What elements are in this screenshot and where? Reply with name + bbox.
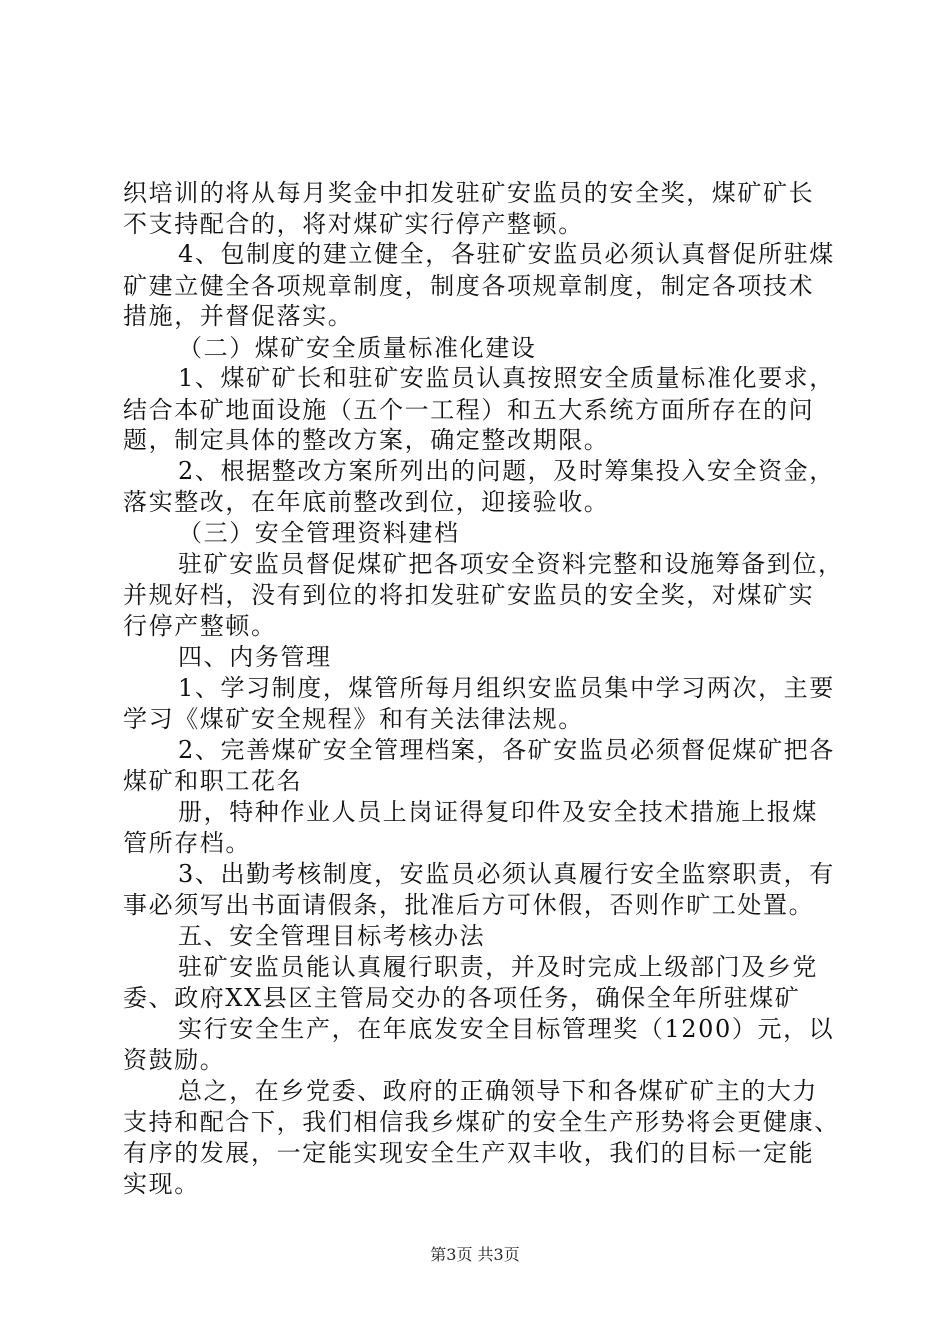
text-line: 3、出勤考核制度，安监员必须认真履行安全监察职责，有 bbox=[178, 860, 835, 888]
text-line: 册，特种作业人员上岗证得复印件及安全技术措施上报煤 bbox=[178, 798, 818, 826]
text-line: 措施，并督促落实。 bbox=[123, 302, 354, 330]
text-line: 资鼓励。 bbox=[123, 1046, 226, 1074]
text-line: 织培训的将从每月奖金中扣发驻矿安监员的安全奖，煤矿矿长 bbox=[123, 179, 815, 207]
text-line: 2、根据整改方案所列出的问题，及时筹集投入安全资金， bbox=[178, 457, 835, 485]
text-line: 驻矿安监员督促煤矿把各项安全资料完整和设施筹备到位， bbox=[178, 550, 844, 578]
section-heading: （三）安全管理资料建档 bbox=[178, 519, 460, 547]
section-heading: （二）煤矿安全质量标准化建设 bbox=[178, 334, 537, 362]
text-line: 2、完善煤矿安全管理档案，各矿安监员必须督促煤矿把各 bbox=[178, 736, 835, 764]
text-line: 有序的发展，一定能实现安全生产双丰收，我们的目标一定能 bbox=[123, 1139, 815, 1167]
text-line: 4、包制度的建立健全，各驻矿安监员必须认真督促所驻煤 bbox=[178, 240, 835, 268]
text-line: 驻矿安监员能认真履行职责，并及时完成上级部门及乡党 bbox=[178, 953, 818, 981]
text-line: 实行安全生产，在年底发安全目标管理奖（1200）元，以 bbox=[178, 1015, 835, 1043]
text-line: 并规好档，没有到位的将扣发驻矿安监员的安全奖，对煤矿实 bbox=[123, 581, 815, 609]
text-line: 不支持配合的，将对煤矿实行停产整顿。 bbox=[123, 210, 584, 238]
text-line: 总之，在乡党委、政府的正确领导下和各煤矿矿主的大力 bbox=[178, 1077, 818, 1105]
text-line: 1、煤矿矿长和驻矿安监员认真按照安全质量标准化要求， bbox=[178, 364, 835, 392]
text-line: 1、学习制度，煤管所每月组织安监员集中学习两次，主要 bbox=[178, 674, 835, 702]
text-line: 委、政府XX县区主管局交办的各项任务，确保全年所驻煤矿 bbox=[123, 984, 801, 1012]
text-line: 题，制定具体的整改方案，确定整改期限。 bbox=[123, 426, 610, 454]
text-line: 矿建立健全各项规章制度，制度各项规章制度，制定各项技术 bbox=[123, 272, 815, 300]
text-line: 煤矿和职工花名 bbox=[123, 767, 303, 795]
text-line: 行停产整顿。 bbox=[123, 612, 277, 640]
section-heading: 五、安全管理目标考核办法 bbox=[178, 922, 486, 950]
page-number-footer: 第3页 共3页 bbox=[430, 1245, 520, 1264]
text-line: 事必须写出书面请假条，批准后方可休假，否则作旷工处置。 bbox=[123, 891, 815, 919]
text-line: 实现。 bbox=[123, 1170, 200, 1198]
text-line: 学习《煤矿安全规程》和有关法律法规。 bbox=[123, 705, 584, 733]
text-line: 管所存档。 bbox=[123, 829, 251, 857]
text-line: 支持和配合下，我们相信我乡煤矿的安全生产形势将会更健康、 bbox=[123, 1108, 840, 1136]
text-line: 落实整改，在年底前整改到位，迎接验收。 bbox=[123, 488, 610, 516]
section-heading: 四、内务管理 bbox=[178, 643, 332, 671]
text-line: 结合本矿地面设施（五个一工程）和五大系统方面所存在的问 bbox=[123, 396, 815, 424]
